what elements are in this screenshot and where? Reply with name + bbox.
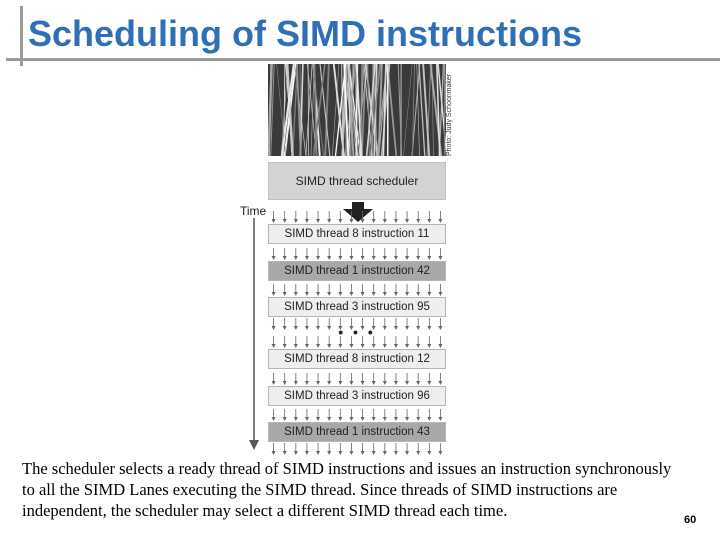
lane-arrow-head [272, 417, 276, 421]
lane-arrows-above-instruction [268, 283, 446, 297]
lane-arrow-head [394, 292, 398, 296]
lane-arrow-head [349, 256, 353, 260]
lane-arrow-head [405, 417, 409, 421]
lane-arrow-head [294, 451, 298, 455]
lane-arrow-head [305, 451, 309, 455]
lane-arrow-head [438, 451, 442, 455]
lane-arrow-head [427, 292, 431, 296]
lane-arrow-head [349, 292, 353, 296]
lane-arrow-head [394, 451, 398, 455]
instruction-box [268, 261, 446, 281]
instruction-label: SIMD thread 1 instruction 42 [284, 265, 430, 277]
lane-arrow-head [427, 381, 431, 385]
lane-arrow-head [383, 256, 387, 260]
lane-arrow-head [416, 292, 420, 296]
lane-arrow-head [416, 219, 420, 223]
lane-arrow-head [338, 256, 342, 260]
frame-vertical-line [20, 6, 23, 66]
lane-arrow-head [405, 381, 409, 385]
lane-arrow-head [383, 451, 387, 455]
lane-arrow-head [416, 256, 420, 260]
lane-arrow-head [361, 219, 365, 223]
lane-arrow-head [394, 381, 398, 385]
lane-arrow-head [327, 344, 331, 348]
lane-arrows-above-instruction [268, 210, 446, 224]
page-number: 60 [684, 514, 697, 526]
lane-arrow-head [305, 381, 309, 385]
lane-arrow-head [316, 292, 320, 296]
loom-photo [268, 64, 446, 156]
lane-arrow-head [272, 381, 276, 385]
lane-arrow-head [316, 219, 320, 223]
lane-arrow-head [349, 219, 353, 223]
lane-arrow-head [294, 344, 298, 348]
simd-thread-scheduler-box [268, 162, 446, 200]
lane-arrow-head [272, 451, 276, 455]
lane-arrow-head [427, 451, 431, 455]
lane-arrow-head [272, 292, 276, 296]
instruction-box [268, 349, 446, 369]
instruction-box [268, 297, 446, 317]
lane-arrow-head [294, 381, 298, 385]
instruction-label: SIMD thread 8 instruction 12 [284, 353, 430, 365]
lane-arrow-head [372, 219, 376, 223]
lane-arrow-head [338, 451, 342, 455]
lane-arrow-head [305, 219, 309, 223]
lane-arrow-head [361, 292, 365, 296]
lane-arrow-head [316, 417, 320, 421]
lane-arrows-below-instruction [268, 442, 446, 456]
lane-arrow-head [327, 417, 331, 421]
loom-thread-line [387, 64, 396, 156]
lane-arrow-head [416, 451, 420, 455]
lane-arrow-head [338, 219, 342, 223]
lane-arrow-head [427, 344, 431, 348]
lane-arrow-head [327, 219, 331, 223]
lane-arrow-head [383, 219, 387, 223]
slide-caption: The scheduler selects a ready thread of SIMD instructions and issues an instruction synchronously to all the SIMD Lanes executing the SIMD thread. Since threads of SIMD instructions are independent, the scheduler may select a different SIMD thread each time. [22, 459, 672, 520]
time-label: Time [240, 204, 267, 218]
lane-arrow-head [294, 219, 298, 223]
lane-arrow-head [438, 256, 442, 260]
lane-arrow-head [361, 381, 365, 385]
lane-arrow-head [338, 344, 342, 348]
lane-arrow-head [305, 292, 309, 296]
lane-arrow-head [405, 256, 409, 260]
lane-arrows-above-instruction [268, 247, 446, 261]
lane-arrow-head [305, 417, 309, 421]
lane-arrow-head [383, 344, 387, 348]
instruction-label: SIMD thread 8 instruction 11 [284, 228, 430, 240]
lane-arrow-head [394, 417, 398, 421]
lane-arrow-head [438, 417, 442, 421]
lane-arrow-head [438, 381, 442, 385]
lane-arrow-head [416, 417, 420, 421]
lane-arrow-head [372, 417, 376, 421]
lane-arrow-head [338, 292, 342, 296]
lane-arrow-head [316, 256, 320, 260]
lane-arrow-head [438, 292, 442, 296]
lane-arrow-head [361, 451, 365, 455]
lane-arrow-head [327, 256, 331, 260]
lane-arrow-head [283, 451, 287, 455]
lane-arrow-head [272, 219, 276, 223]
slide-title: Scheduling of SIMD instructions [28, 13, 583, 54]
lane-arrows-above-instruction [268, 408, 446, 422]
lane-arrow-head [372, 451, 376, 455]
lane-arrow-head [427, 417, 431, 421]
lane-arrow-head [349, 344, 353, 348]
lane-arrow-head [405, 219, 409, 223]
lane-arrow-head [405, 344, 409, 348]
lane-arrow-head [405, 451, 409, 455]
lane-arrow-head [372, 292, 376, 296]
lane-arrow-head [316, 451, 320, 455]
lane-arrow-head [283, 219, 287, 223]
lane-arrow-head [416, 381, 420, 385]
lane-arrow-head [372, 344, 376, 348]
lane-arrow-head [394, 256, 398, 260]
instruction-label: SIMD thread 3 instruction 96 [284, 390, 430, 402]
lane-arrow-head [438, 344, 442, 348]
lane-arrow-head [349, 381, 353, 385]
loom-thread-line [308, 64, 309, 156]
loom-photo-image [268, 64, 446, 156]
lane-arrow-head [272, 256, 276, 260]
instruction-box [268, 386, 446, 406]
instruction-label: SIMD thread 1 instruction 43 [284, 426, 430, 438]
scheduler-label: SIMD thread scheduler [295, 174, 419, 188]
lane-arrow-head [383, 381, 387, 385]
lane-arrow-head [316, 381, 320, 385]
lane-arrow-head [294, 256, 298, 260]
lane-arrow-head [361, 256, 365, 260]
lane-arrow-head [394, 219, 398, 223]
lane-arrow-head [338, 417, 342, 421]
instruction-label: SIMD thread 3 instruction 95 [284, 301, 430, 313]
lane-arrow-head [372, 256, 376, 260]
lane-arrow-head [283, 381, 287, 385]
instruction-box [268, 224, 446, 244]
lane-arrow-head [305, 256, 309, 260]
lane-arrow-head [305, 344, 309, 348]
lane-arrow-head [283, 417, 287, 421]
lane-arrow-head [427, 256, 431, 260]
lane-arrow-head [349, 451, 353, 455]
lane-arrow-head [394, 344, 398, 348]
lane-arrow-head [372, 381, 376, 385]
lane-arrow-head [349, 417, 353, 421]
lane-arrows-above-instruction [268, 372, 446, 386]
lane-arrow-head [361, 417, 365, 421]
lane-arrow-head [438, 219, 442, 223]
lane-arrow-head [283, 344, 287, 348]
lane-arrow-head [361, 344, 365, 348]
lane-arrow-head [338, 381, 342, 385]
lane-arrow-head [383, 292, 387, 296]
lane-arrow-head [283, 256, 287, 260]
lane-arrow-head [327, 381, 331, 385]
time-axis-arrow [248, 218, 260, 450]
photo-credit: Photo: Judy Schoonmaker [446, 73, 453, 156]
lane-arrow-head [316, 344, 320, 348]
ellipsis: • • • [338, 324, 376, 340]
lane-arrow-head [383, 417, 387, 421]
lane-arrow-head [294, 292, 298, 296]
loom-thread-line [403, 64, 412, 156]
lane-arrow-head [283, 292, 287, 296]
lane-arrow-head [416, 344, 420, 348]
instruction-box [268, 422, 446, 442]
lane-arrow-head [427, 219, 431, 223]
lane-arrow-head [327, 292, 331, 296]
lane-arrow-head [405, 292, 409, 296]
lane-arrow-head [272, 344, 276, 348]
lane-arrow-head [294, 417, 298, 421]
frame-horizontal-line [6, 58, 720, 61]
lane-arrow-head [327, 451, 331, 455]
